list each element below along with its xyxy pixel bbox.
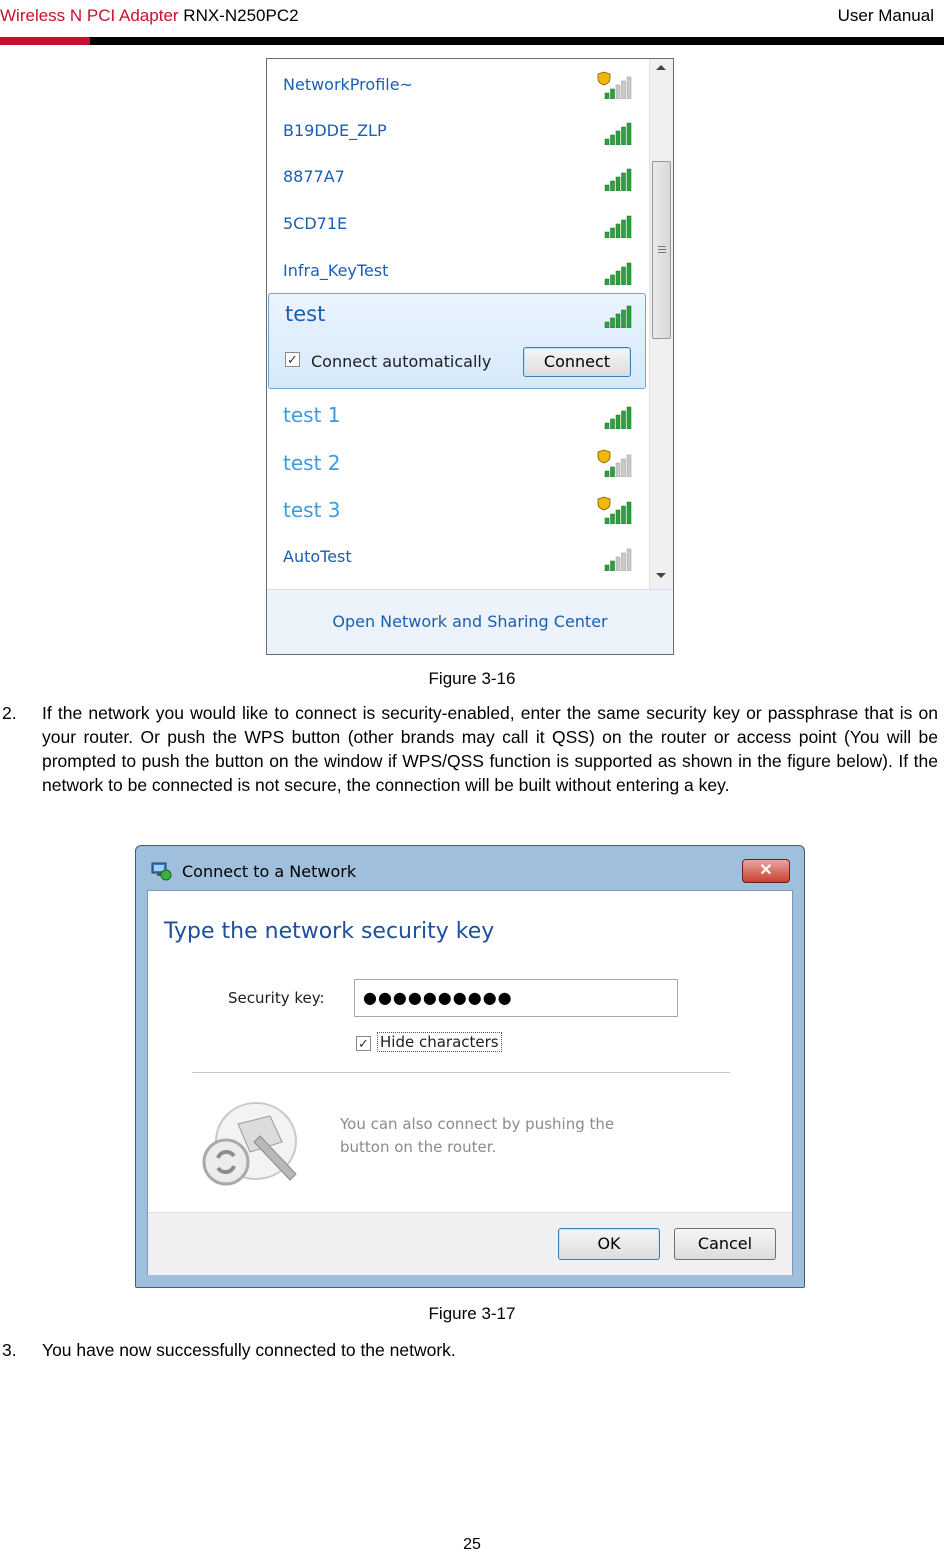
- security-shield-icon: [598, 450, 610, 463]
- scroll-down-arrow-icon[interactable]: [656, 573, 666, 578]
- figure-3-16-caption: Figure 3-16: [428, 669, 516, 688]
- network-list-item[interactable]: [267, 111, 647, 157]
- scroll-up-arrow-icon[interactable]: [656, 65, 666, 70]
- network-list-item[interactable]: [267, 490, 647, 536]
- network-connect-icon: [150, 860, 172, 882]
- selected-network-name: test: [285, 302, 326, 326]
- page-number: 25: [463, 1536, 481, 1553]
- signal-strength-icon: [597, 300, 633, 328]
- ok-button[interactable]: OK: [558, 1228, 660, 1260]
- step-2-number: 2.: [2, 703, 17, 723]
- vertical-scrollbar[interactable]: [649, 59, 674, 589]
- network-list-item[interactable]: [267, 251, 647, 297]
- header-rule-red: [0, 37, 90, 45]
- header-rule-black: [90, 37, 944, 45]
- grip-line: [658, 252, 666, 253]
- secured-signal-strength-icon: [597, 449, 633, 477]
- step-2-text: If the network you would like to connect is security-enabled, enter the same security key or passphrase that is on your router. Or push the WPS button (other brands may call it QSS) on the router or access point (You will be prompted to push the button on the window if WPS/QSS function is supported as shown in the figure below). If the network to be connected is not secure, the connection will be built without entering a key.: [42, 703, 938, 795]
- secured-signal-strength-icon: [597, 71, 633, 99]
- security-key-label: Security key:: [228, 989, 325, 1007]
- header-title: [0, 6, 299, 26]
- signal-strength-icon: [597, 543, 633, 571]
- network-list-item[interactable]: [267, 395, 647, 441]
- header-model: RNX-N250PC2: [178, 6, 299, 25]
- network-list-item[interactable]: [267, 65, 647, 111]
- network-name: 5CD71E: [283, 214, 348, 233]
- page-header: [0, 0, 944, 46]
- connect-to-network-dialog: [135, 845, 805, 1288]
- dialog-footer: [148, 1212, 792, 1275]
- hide-characters-checkbox[interactable]: ✓: [356, 1036, 371, 1051]
- cancel-button[interactable]: Cancel: [674, 1228, 776, 1260]
- section-divider: [192, 1072, 730, 1073]
- dialog-body: [147, 890, 793, 1275]
- network-name: AutoTest: [283, 547, 352, 566]
- network-name: Infra_KeyTest: [283, 261, 389, 280]
- security-shield-icon: [598, 497, 610, 510]
- network-name: 8877A7: [283, 167, 345, 186]
- signal-strength-icon: [597, 117, 633, 145]
- connect-button[interactable]: Connect: [523, 347, 631, 377]
- selected-network-panel[interactable]: [268, 293, 646, 389]
- wireless-network-list: [266, 58, 674, 655]
- secured-signal-strength-icon: [597, 496, 633, 524]
- open-network-sharing-center-link[interactable]: Open Network and Sharing Center: [332, 612, 608, 631]
- grip-line: [658, 249, 666, 250]
- network-list-item[interactable]: [267, 204, 647, 250]
- close-button[interactable]: ✕: [742, 859, 790, 883]
- network-list-item[interactable]: [267, 537, 647, 583]
- network-name: test 1: [283, 403, 341, 427]
- wps-instruction-text: You can also connect by pushing the button on the router.: [340, 1115, 615, 1156]
- dialog-title: Connect to a Network: [182, 862, 357, 881]
- step-3: [2, 1338, 938, 1362]
- grip-line: [658, 246, 666, 247]
- header-brand: Wireless N PCI Adapter: [0, 6, 179, 25]
- step-3-text: You have now successfully connected to the network.: [42, 1340, 456, 1360]
- connect-automatically-label: Connect automatically: [311, 352, 492, 371]
- signal-strength-icon: [597, 257, 633, 285]
- scrollbar-thumb[interactable]: [652, 161, 671, 339]
- network-list: [267, 59, 647, 589]
- figure-3-17-caption: Figure 3-17: [428, 1304, 516, 1323]
- step-3-number: 3.: [2, 1340, 17, 1360]
- network-name: test 2: [283, 451, 341, 475]
- network-list-item[interactable]: [267, 157, 647, 203]
- network-name: test 3: [283, 498, 341, 522]
- network-list-item[interactable]: [267, 443, 647, 489]
- connect-automatically-checkbox[interactable]: ✓: [285, 352, 300, 367]
- network-list-footer: [267, 589, 674, 655]
- signal-strength-icon: [597, 210, 633, 238]
- wps-router-icon: [198, 1096, 308, 1191]
- security-key-input[interactable]: ●●●●●●●●●●: [354, 979, 678, 1017]
- dialog-heading: Type the network security key: [164, 919, 495, 944]
- security-shield-icon: [598, 72, 610, 85]
- hide-characters-label: Hide characters: [377, 1032, 502, 1052]
- signal-strength-icon: [597, 401, 633, 429]
- signal-strength-icon: [597, 163, 633, 191]
- step-2: [2, 701, 938, 797]
- header-doc-type: User Manual: [837, 6, 934, 25]
- network-name: B19DDE_ZLP: [283, 121, 387, 140]
- network-name: NetworkProfile~: [283, 75, 413, 94]
